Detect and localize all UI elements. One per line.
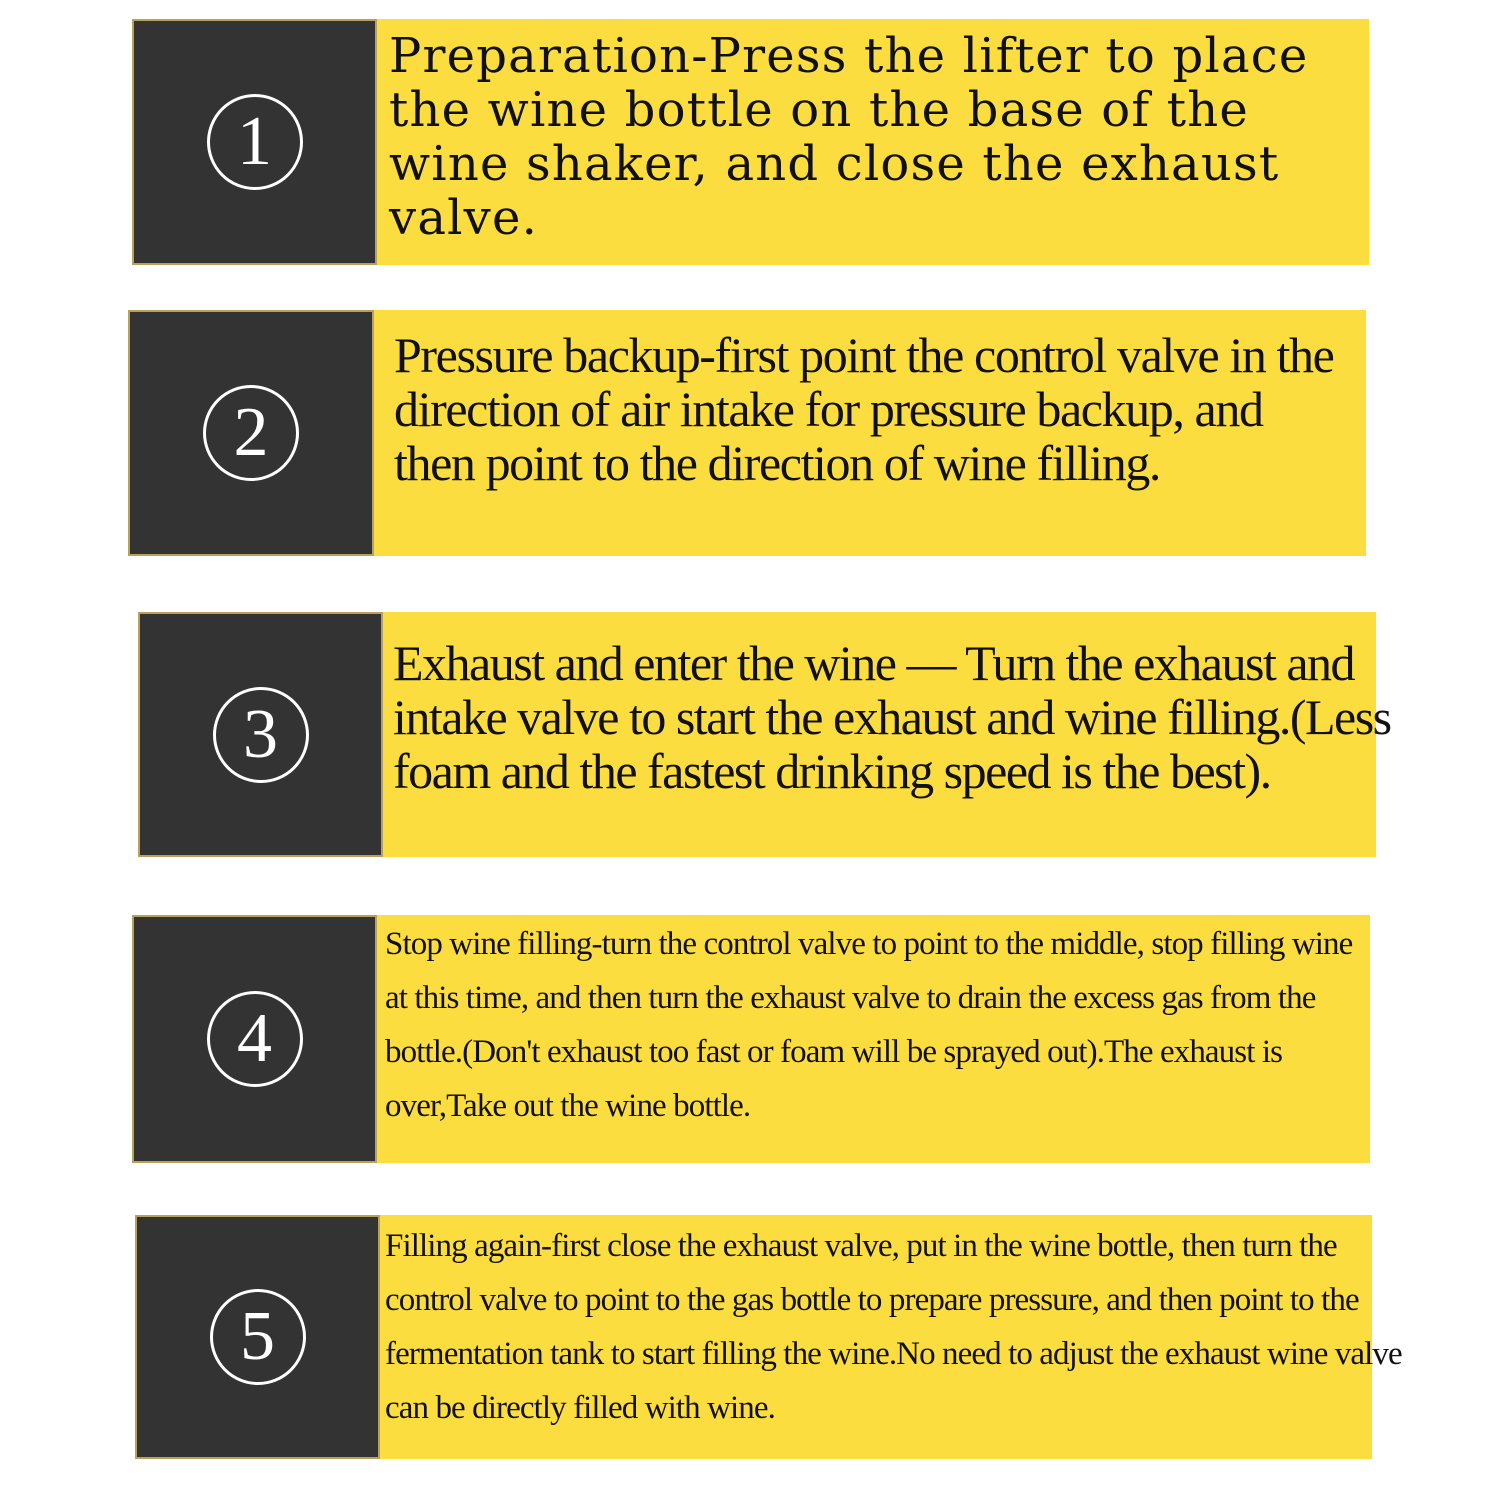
- step-number-box: [138, 612, 383, 857]
- step-text-box: [380, 1215, 1402, 1459]
- step-description: Exhaust and enter the wine — Turn the exhaust and intake valve to start the exhaust and wine filling.(Less foam and the fastest drinking speed is the best).: [393, 635, 1391, 799]
- step-number-badge: 3: [213, 687, 309, 783]
- step-description: Preparation-Press the lifter to place the wine bottle on the base of the wine shaker, and close the exhaust valve.: [389, 28, 1309, 246]
- step-number-badge: 5: [210, 1289, 306, 1385]
- step-number-badge: 4: [207, 991, 303, 1087]
- step-number-box: [135, 1215, 380, 1459]
- step-3: [138, 612, 1391, 857]
- step-number-badge: 2: [203, 385, 299, 481]
- step-4: [132, 915, 1370, 1163]
- step-description: Pressure backup-first point the control valve in the direction of air intake for pressure backup, and then point to the direction of wine filling.: [394, 327, 1334, 491]
- step-text-box: [377, 915, 1370, 1163]
- step-text-box: [377, 19, 1369, 265]
- step-number-box: [132, 19, 377, 265]
- step-5: [135, 1215, 1402, 1459]
- step-text-box: [383, 612, 1391, 857]
- step-description: Stop wine filling-turn the control valve to point to the middle, stop filling wine at this time, and then turn the exhaust valve to drain the excess gas from the bottle.(Don't exhaust too fast or foam will be sprayed out).The exhaust is over,Take out the wine bottle.: [385, 926, 1353, 1124]
- step-number-badge: 1: [207, 94, 303, 190]
- step-number-box: [128, 310, 374, 556]
- step-number-box: [132, 915, 377, 1163]
- step-2: [128, 310, 1366, 556]
- step-1: [132, 19, 1369, 265]
- step-text-box: [374, 310, 1366, 556]
- step-description: Filling again-first close the exhaust valve, put in the wine bottle, then turn the control valve to point to the gas bottle to prepare pressure, and then point to the fermentation tank to start filling the wine.No need to adjust the exhaust wine valve can be directly filled with wine.: [385, 1228, 1402, 1426]
